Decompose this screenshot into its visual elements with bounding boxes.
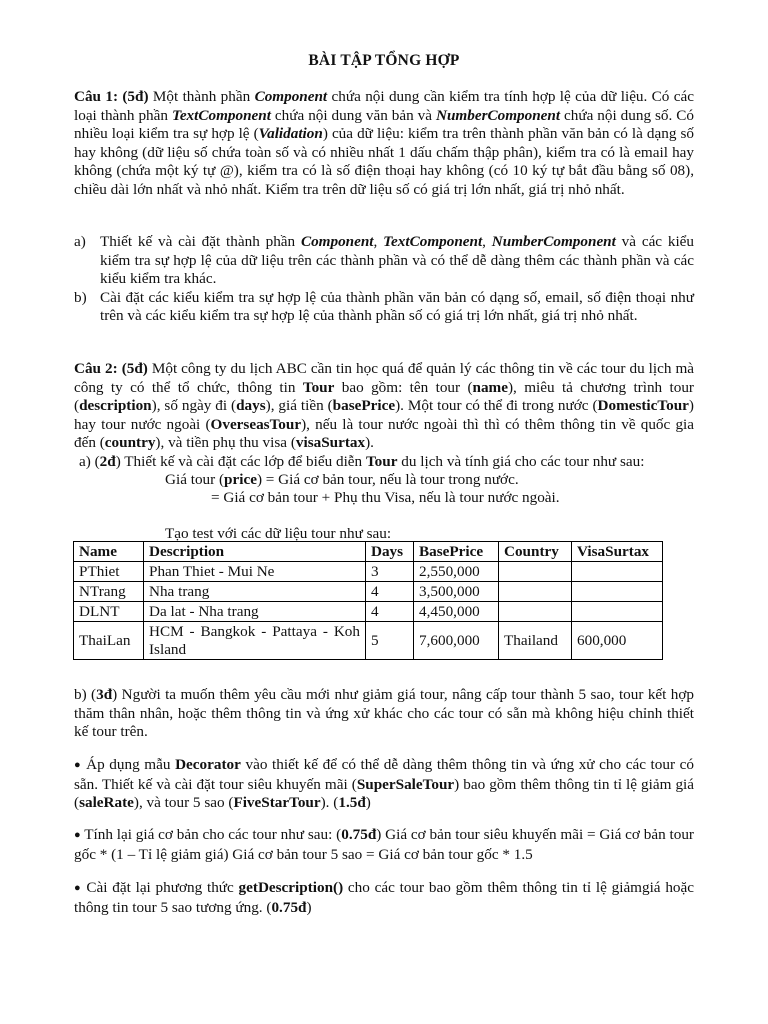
q1-item-a (74, 233, 694, 289)
table-row (74, 622, 663, 660)
bullet-item-decorator (74, 756, 694, 813)
cell-visasurtax (572, 602, 663, 622)
q1a-text: Thiết kế và cài đặt thành phần (100, 233, 301, 250)
col-header-days: Days (366, 542, 414, 562)
bullet-icon: ● (74, 829, 81, 841)
q1a-term: Component (300, 233, 374, 250)
cell-days: 5 (366, 622, 414, 660)
cell-name: DLNT (74, 602, 144, 622)
cell-country: Thailand (499, 622, 572, 660)
bullet-points: 0.75đ (271, 898, 307, 916)
q2-text: bao gồm: tên tour ( (334, 378, 473, 396)
q1-term: TextComponent (171, 106, 271, 124)
bullet-text: ) (365, 794, 371, 812)
q2-text: ). (365, 434, 374, 452)
cell-name: ThaiLan (74, 622, 144, 660)
q2b-paragraph (74, 686, 694, 742)
q2-text: ). Một tour có thể đi trong nước ( (395, 397, 598, 415)
bullet-term: getDescription() (238, 879, 344, 896)
q1-text: chứa nội dung văn bản và (270, 106, 436, 124)
bullet-text: vào thiết kế để có thể dễ dàng thêm thông tin và ứng xử cho các tour có sẵn. Thiết kế và cài đặt tour siêu khuyến mãi ( (74, 756, 694, 793)
q2-text: ) hay tour nước ngoài ( (74, 397, 694, 433)
q2-text: Một công ty du lịch ABC cần tin học quá để quản lý các thông tin về các tour du lịch mà công ty có thể tổ chức, thông tin (74, 360, 694, 396)
bullet-term: SuperSaleTour (356, 775, 455, 793)
table-row (74, 602, 663, 622)
bullet-term: saleRate (79, 794, 134, 812)
cell-country (499, 602, 572, 622)
bullet-term: Decorator (175, 756, 241, 773)
item-marker: b) (74, 288, 87, 306)
bullet-term: FiveStarTour (233, 794, 321, 812)
q2-term: OverseasTour (210, 415, 302, 433)
bullet-icon: ● (74, 759, 82, 771)
cell-days: 4 (366, 602, 414, 622)
q2b-text: b) ( (74, 686, 97, 703)
bullet-icon: ● (74, 882, 82, 894)
bullet-text: Tính lại giá cơ bản cho các tour như sau: ( (80, 826, 342, 843)
cell-baseprice: 3,500,000 (414, 582, 499, 602)
tour-data-table (73, 541, 663, 660)
table-header-row (74, 542, 663, 562)
q2-text: ), số ngày đi ( (151, 397, 237, 415)
bullet-text: ), và tour 5 sao ( (133, 794, 234, 812)
q2a-text: ) Thiết kế và cài đặt các lớp để biểu diễn (115, 453, 366, 470)
bullet-item-description (74, 879, 694, 917)
q2a-text: a) ( (79, 453, 100, 470)
cell-days: 4 (366, 582, 414, 602)
cell-baseprice: 7,600,000 (414, 622, 499, 660)
table-row (74, 582, 663, 602)
q1-term: NumberComponent (436, 106, 561, 124)
cell-days: 3 (366, 562, 414, 582)
q1a-term: NumberComponent (491, 233, 616, 250)
q2-term: description (79, 397, 152, 415)
q2b-text: ) Người ta muốn thêm yêu cầu mới như giảm giá tour, nâng cấp tour thành 5 sao, tour kết hợp thăm thân nhân, hoặc thêm thông tin và ứng xử khác cho các tour có sẵn mà không hiệu chỉnh thiết kế tour trên. (74, 686, 695, 741)
bullet-text: Cài đặt lại phương thức (81, 879, 239, 896)
q2-term: Tour (302, 378, 335, 396)
bullet-text: ) Giá cơ bản tour siêu khuyến mãi = Giá cơ bản tour gốc * (1 – Tỉ lệ giảm giá) Giá cơ bản tour 5 sao = Giá cơ bản tour gốc * 1.5 (74, 826, 694, 863)
bullet-text: Áp dụng mẫu (81, 756, 176, 773)
q2-text: ), miêu tả chương trình tour ( (74, 378, 694, 415)
bullet-text: cho các tour bao gồm thêm thông tin tỉ lệ giảmgiá hoặc thông tin tour 5 sao tương ứng. ( (74, 879, 694, 916)
q2-intro (74, 360, 694, 453)
cell-visasurtax: 600,000 (572, 622, 663, 660)
q1-intro (74, 88, 694, 200)
price-text: Giá tour ( (165, 471, 225, 488)
q1a-text: , (373, 233, 384, 250)
q2-term: basePrice (332, 397, 396, 415)
q2a-points: 2đ (99, 453, 116, 470)
table-caption: Tạo test với các dữ liệu tour như sau: (165, 525, 392, 542)
item-marker: a) (74, 233, 86, 250)
cell-name: PThiet (74, 562, 144, 582)
price-text: ) = Giá cơ bản tour, nếu là tour trong nước. (256, 471, 519, 488)
bullet-points: 1.5đ (338, 794, 366, 812)
cell-description: Phan Thiet - Mui Ne (144, 562, 366, 582)
q1a-text: , (482, 233, 492, 250)
q2a-heading (79, 453, 644, 472)
q1-text: chứa nội dung cần kiểm tra tính hợp lệ của dữ liệu. Có các loại thành phần (74, 88, 694, 124)
col-header-country: Country (499, 542, 572, 562)
q2-term: days (236, 397, 266, 415)
cell-baseprice: 2,550,000 (414, 562, 499, 582)
col-header-baseprice: BasePrice (414, 542, 499, 562)
price-line-2: = Giá cơ bản tour + Phụ thu Visa, nếu là tour nước ngoài. (211, 489, 560, 506)
q2-text: ), giá tiền ( (265, 397, 333, 415)
bullet-text: ) bao gồm thêm thông tin tỉ lệ giảm giá ( (74, 775, 694, 812)
q1-label: Câu 1: (5đ) (74, 88, 149, 105)
cell-description: HCM - Bangkok - Pattaya - Koh Island (144, 622, 366, 660)
q2-term: country (104, 434, 156, 452)
col-header-name: Name (74, 542, 144, 562)
cell-country (499, 562, 572, 582)
cell-baseprice: 4,450,000 (414, 602, 499, 622)
bullet-text: ) (306, 898, 312, 916)
q2-text: ), nếu là tour nước ngoài thì thì có thêm thông tin về quốc gia đến ( (74, 415, 694, 452)
q2-term: name (472, 378, 508, 396)
price-line-1 (165, 471, 519, 490)
q1a-text: và các kiểu kiểm tra sự hợp lệ của dữ liệu trên các thành phần và có thể dễ dàng thêm các thành phần và các kiểu kiểm tra khác. (100, 233, 695, 288)
q1b-text: Cài đặt các kiểu kiểm tra sự hợp lệ của thành phần văn bản có dạng số, email, số điện thoại như trên và các kiểu kiểm tra sự hợp lệ của thành phần số có giá trị lớn nhất, giá trị nhỏ nhất. (100, 288, 694, 325)
q1-text: Một thành phần (148, 88, 255, 105)
page-title: BÀI TẬP TỔNG HỢP (308, 52, 460, 69)
q1-term: Component (254, 88, 328, 105)
cell-visasurtax (572, 582, 663, 602)
q2-points: (5đ) (121, 360, 148, 377)
col-header-description: Description (144, 542, 366, 562)
q2-text: ), và tiền phụ thu visa ( (155, 434, 296, 452)
cell-description: Nha trang (144, 582, 366, 602)
q2b-points: 3đ (96, 686, 113, 703)
q2-label: Câu 2: (74, 360, 118, 377)
cell-description: Da lat - Nha trang (144, 602, 366, 622)
q1-item-b (74, 289, 694, 326)
q1-text: ) của dữ liệu: kiểm tra trên thành phần văn bản có là dạng số hay không (dữ liệu số chứa toàn số và có nhiều nhất 1 dấu chấm thập phân), kiểm tra có là email hay không (chứa một ký tự @), kiểm tra có là số điện thoại hay không (có 10 ký tự bắt đầu bằng số 08), chiều dài lớn nhất và nhỏ nhất. Kiểm tra trên dữ liệu số có giá trị lớn nhất, giá trị nhỏ nhất. (74, 125, 694, 198)
cell-visasurtax (572, 562, 663, 582)
bullet-points: 0.75đ (341, 826, 377, 843)
cell-country (499, 582, 572, 602)
cell-name: NTrang (74, 582, 144, 602)
bullet-item-price (74, 826, 694, 864)
q2a-text: du lịch và tính giá cho các tour như sau: (397, 453, 645, 470)
q1a-term: TextComponent (383, 233, 483, 250)
q1-term: Validation (258, 125, 323, 143)
q2a-term: Tour (365, 453, 398, 470)
bullet-text: ). ( (320, 794, 339, 812)
q2-term: visaSurtax (295, 434, 366, 452)
q1-subquestions (74, 233, 694, 326)
q1-text: chứa nội dung số. Có nhiều loại kiểm tra sự hợp lệ ( (74, 106, 694, 143)
q2-term: DomesticTour (597, 397, 689, 415)
col-header-visasurtax: VisaSurtax (572, 542, 663, 562)
table-row (74, 562, 663, 582)
price-term: price (224, 471, 257, 488)
